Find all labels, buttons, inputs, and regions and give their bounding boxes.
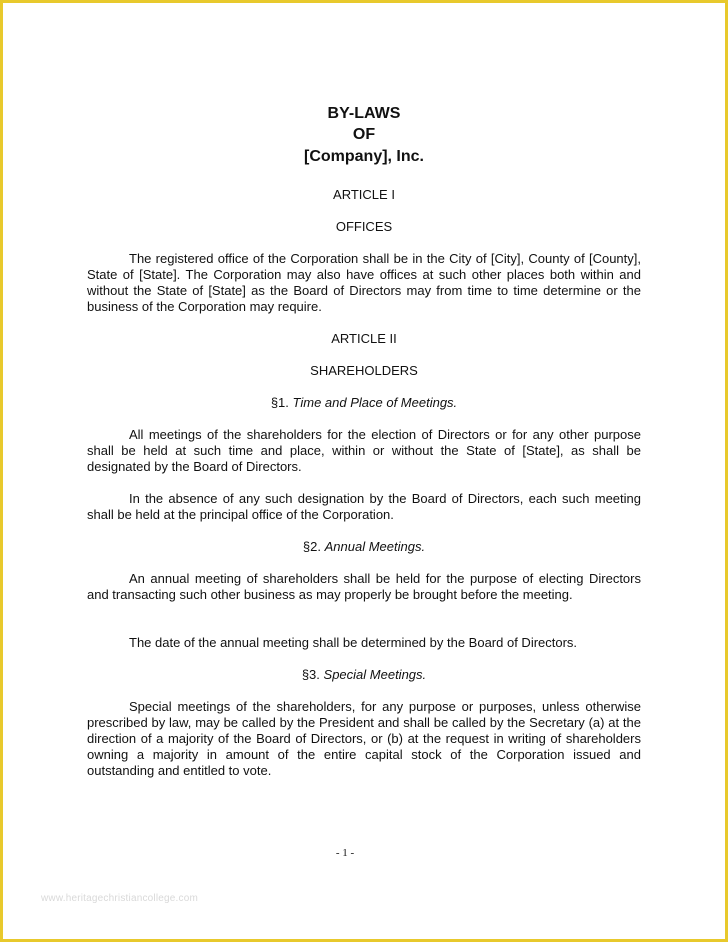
article-1-heading: OFFICES xyxy=(335,219,393,234)
page-number: - 1 - xyxy=(335,847,355,859)
section-2-heading xyxy=(3,539,725,555)
title-of: OF xyxy=(352,126,376,143)
section-1-paragraph-2: In the absence of any such designation by the Board of Directors, each such meeting shall be held at the principal office of the Corporation. xyxy=(87,491,641,522)
title-company: [Company], Inc. xyxy=(303,148,424,165)
section-2-paragraph-1: An annual meeting of shareholders shall be held for the purpose of electing Directors and transacting such other business as may properly be brought before the meeting. xyxy=(87,571,641,602)
section-1-title: Time and Place of Meetings. xyxy=(292,395,458,410)
article-2-heading: SHAREHOLDERS xyxy=(310,363,418,378)
section-3-heading xyxy=(3,667,725,683)
section-1-number: §1. xyxy=(270,395,289,410)
section-3-number: §3. xyxy=(301,667,320,682)
section-2-paragraph-2: The date of the annual meeting shall be determined by the Board of Directors. xyxy=(129,635,578,650)
title-bylaws: BY-LAWS xyxy=(327,105,401,122)
offices-paragraph: The registered office of the Corporation shall be in the City of [City], County of [County], State of [State]. The Corporation may also have offices at such other places both within and without the State of [State] as the Board of Directors may from time to time determine or the business of the Corporation may require. xyxy=(87,251,641,314)
section-1-paragraph-1: All meetings of the shareholders for the election of Directors or for any other purpose shall be held at such time and place, within or without the State of [State], as shall be designated by the Board of Directors. xyxy=(87,427,641,474)
article-2-label: ARTICLE II xyxy=(331,331,397,346)
section-2-title: Annual Meetings. xyxy=(324,539,426,554)
section-2-number: §2. xyxy=(302,539,321,554)
section-3-title: Special Meetings. xyxy=(323,667,427,682)
section-3-paragraph-1: Special meetings of the shareholders, for any purpose or purposes, unless otherwise prescribed by law, may be called by the President and shall be called by the Secretary (a) at the direction of a majority of the Board of Directors, or (b) at the request in writing of shareholders owning a majority in amount of the entire capital stock of the Corporation issued and outstanding and entitled to vote. xyxy=(87,699,641,778)
article-1-label: ARTICLE I xyxy=(333,187,395,202)
section-1-heading xyxy=(3,395,725,411)
watermark: www.heritagechristiancollege.com xyxy=(41,893,199,904)
